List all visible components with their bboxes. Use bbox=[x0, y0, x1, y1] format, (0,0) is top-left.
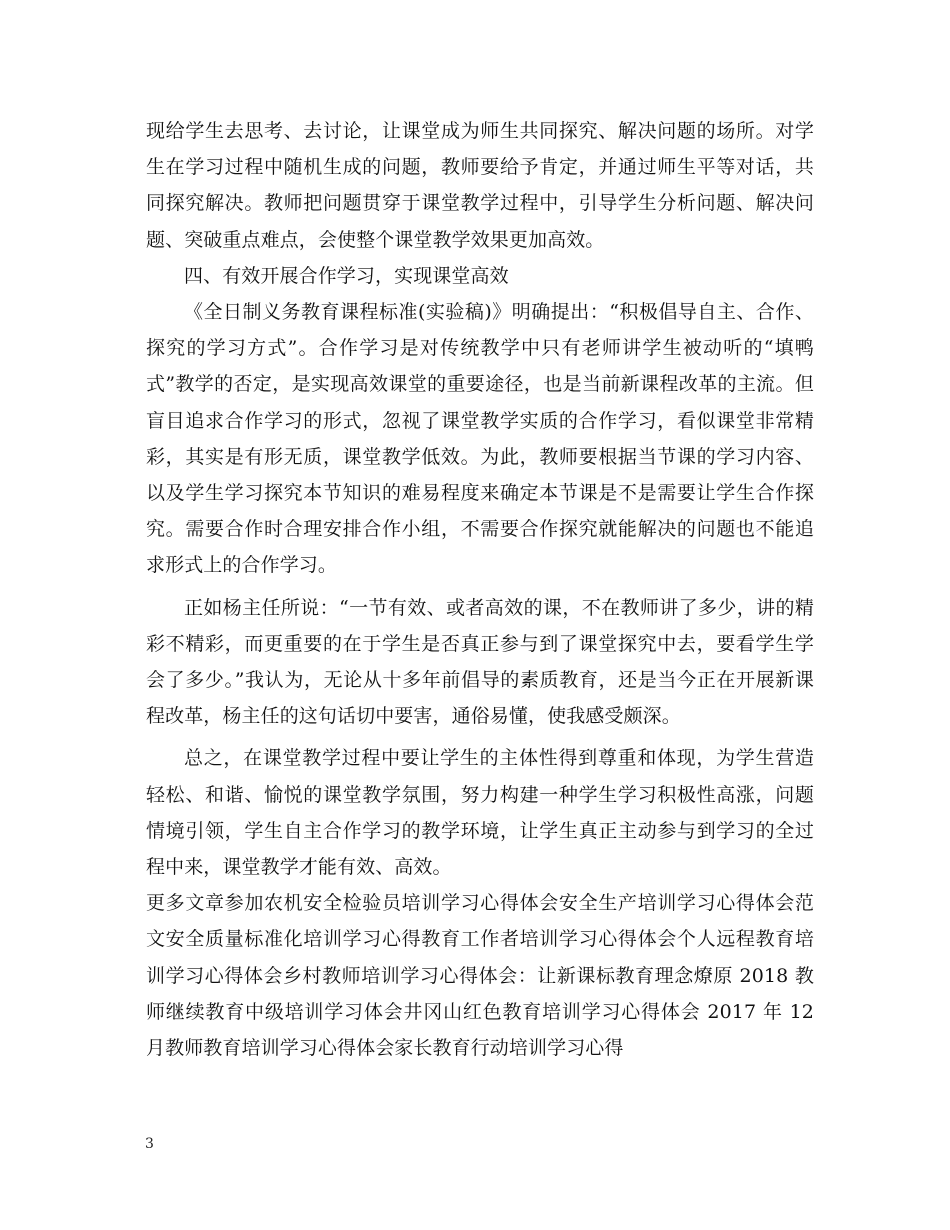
paragraph-continuation: 现给学生去思考、去讨论，让课堂成为师生共同探究、解决问题的场所。对学生在学习过程中随机生成的问题，教师要给予肯定，并通过师生平等对话，共同探究解决。教师把问题贯穿于课堂教学过程中，引导学生分析问题、解决问题、突破重点难点，会使整个课堂教学效果更加高效。 bbox=[146, 120, 814, 251]
paragraph-more-articles: 更多文章参加农机安全检验员培训学习心得体会安全生产培训学习心得体会范文安全质量标准化培训学习心得教育工作者培训学习心得体会个人远程教育培训学习心得体会乡村教师培训学习心得体会：让新课标教育理念燎原 2018 教师继续教育中级培训学习体会井冈山红色教育培训学习心得体会 2017 年 12 月教师教育培训学习心得体会家长教育行动培训学习心得 bbox=[146, 892, 814, 1060]
section-heading-four: 四、有效开展合作学习，实现课堂高效 bbox=[184, 264, 509, 287]
paragraph-conclusion: 总之，在课堂教学过程中要让学生的主体性得到尊重和体现，为学生营造轻松、和谐、愉悦的课堂教学氛围，努力构建一种学生学习积极性高涨，问题情境引领，学生自主合作学习的教学环境，让学生真正主动参与到学习的全过程中来，课堂教学才能有效、高效。 bbox=[146, 747, 814, 879]
page-number: 3 bbox=[145, 1136, 154, 1152]
page-content bbox=[146, 113, 814, 1066]
paragraph-quote: 正如杨主任所说：“一节有效、或者高效的课，不在教师讲了多少，讲的精彩不精彩，而更重要的在于学生是否真正参与到了课堂探究中去，要看学生学会了多少。”我认为，无论从十多年前倡导的素质教育，还是当今正在开展新课程改革，杨主任的这句话切中要害，通俗易懂，使我感受颇深。 bbox=[146, 596, 814, 728]
paragraph-cooperative-learning: 《全日制义务教育课程标准(实验稿)》明确提出：“积极倡导自主、合作、探究的学习方式”。合作学习是对传统教学中只有老师讲学生被动听的“填鸭式”教学的否定，是实现高效课堂的重要途径，也是当前新课程改革的主流。但盲目追求合作学习的形式，忽视了课堂教学实质的合作学习，看似课堂非常精彩，其实是有形无质，课堂教学低效。为此，教师要根据当节课的学习内容、以及学生学习探究本节知识的难易程度来确定本节课是不是需要让学生合作探究。需要合作时合理安排合作小组，不需要合作探究就能解决的问题也不能追求形式上的合作学习。 bbox=[146, 301, 814, 577]
